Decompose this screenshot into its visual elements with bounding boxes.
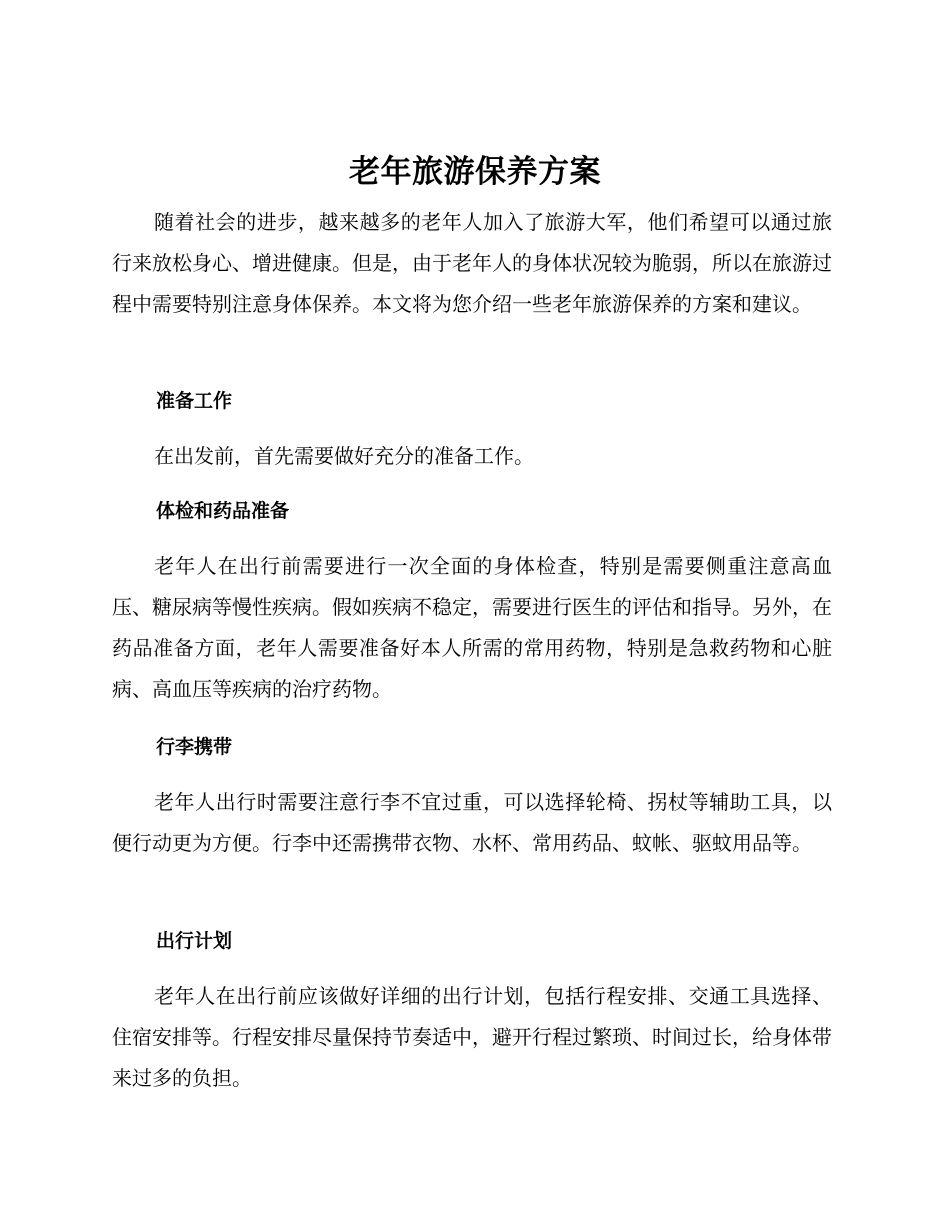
section-heading-preparation: 准备工作 [156, 390, 233, 412]
section-body-block [112, 546, 832, 710]
section-body-luggage: 老年人出行时需要注意行李不宜过重，可以选择轮椅、拐杖等辅助工具，以便行动更为方便。行李中还需携带衣物、水杯、常用药品、蚊帐、驱蚊用品等。 [112, 790, 832, 855]
section-heading-block [112, 732, 832, 762]
section-heading-travel-plan: 出行计划 [156, 930, 233, 952]
section-body-block [112, 976, 832, 1099]
section-body-block [112, 782, 832, 864]
section-body-block [112, 436, 832, 477]
section-heading-block [112, 496, 832, 526]
section-heading-block [112, 386, 832, 416]
document-title: 老年旅游保养方案 [349, 154, 601, 190]
section-body-preparation: 在出发前，首先需要做好充分的准备工作。 [154, 444, 534, 468]
section-body-travel-plan: 老年人在出行前应该做好详细的出行计划，包括行程安排、交通工具选择、住宿安排等。行程安排尽量保持节奏适中，避开行程过繁琐、时间过长，给身体带来过多的负担。 [112, 984, 832, 1090]
section-heading-checkup-medicine: 体检和药品准备 [156, 500, 290, 522]
section-body-checkup-medicine: 老年人在出行前需要进行一次全面的身体检查，特别是需要侧重注意高血压、糖尿病等慢性疾病。假如疾病不稳定，需要进行医生的评估和指导。另外，在药品准备方面，老年人需要准备好本人所需的常用药物，特别是急救药物和心脏病、高血压等疾病的治疗药物。 [112, 554, 832, 701]
intro-paragraph-block [112, 202, 832, 325]
section-heading-luggage: 行李携带 [156, 736, 233, 758]
section-heading-block [112, 926, 832, 956]
intro-paragraph: 随着社会的进步，越来越多的老年人加入了旅游大军，他们希望可以通过旅行来放松身心、增进健康。但是，由于老年人的身体状况较为脆弱，所以在旅游过程中需要特别注意身体保养。本文将为您介绍一些老年旅游保养的方案和建议。 [112, 210, 832, 316]
